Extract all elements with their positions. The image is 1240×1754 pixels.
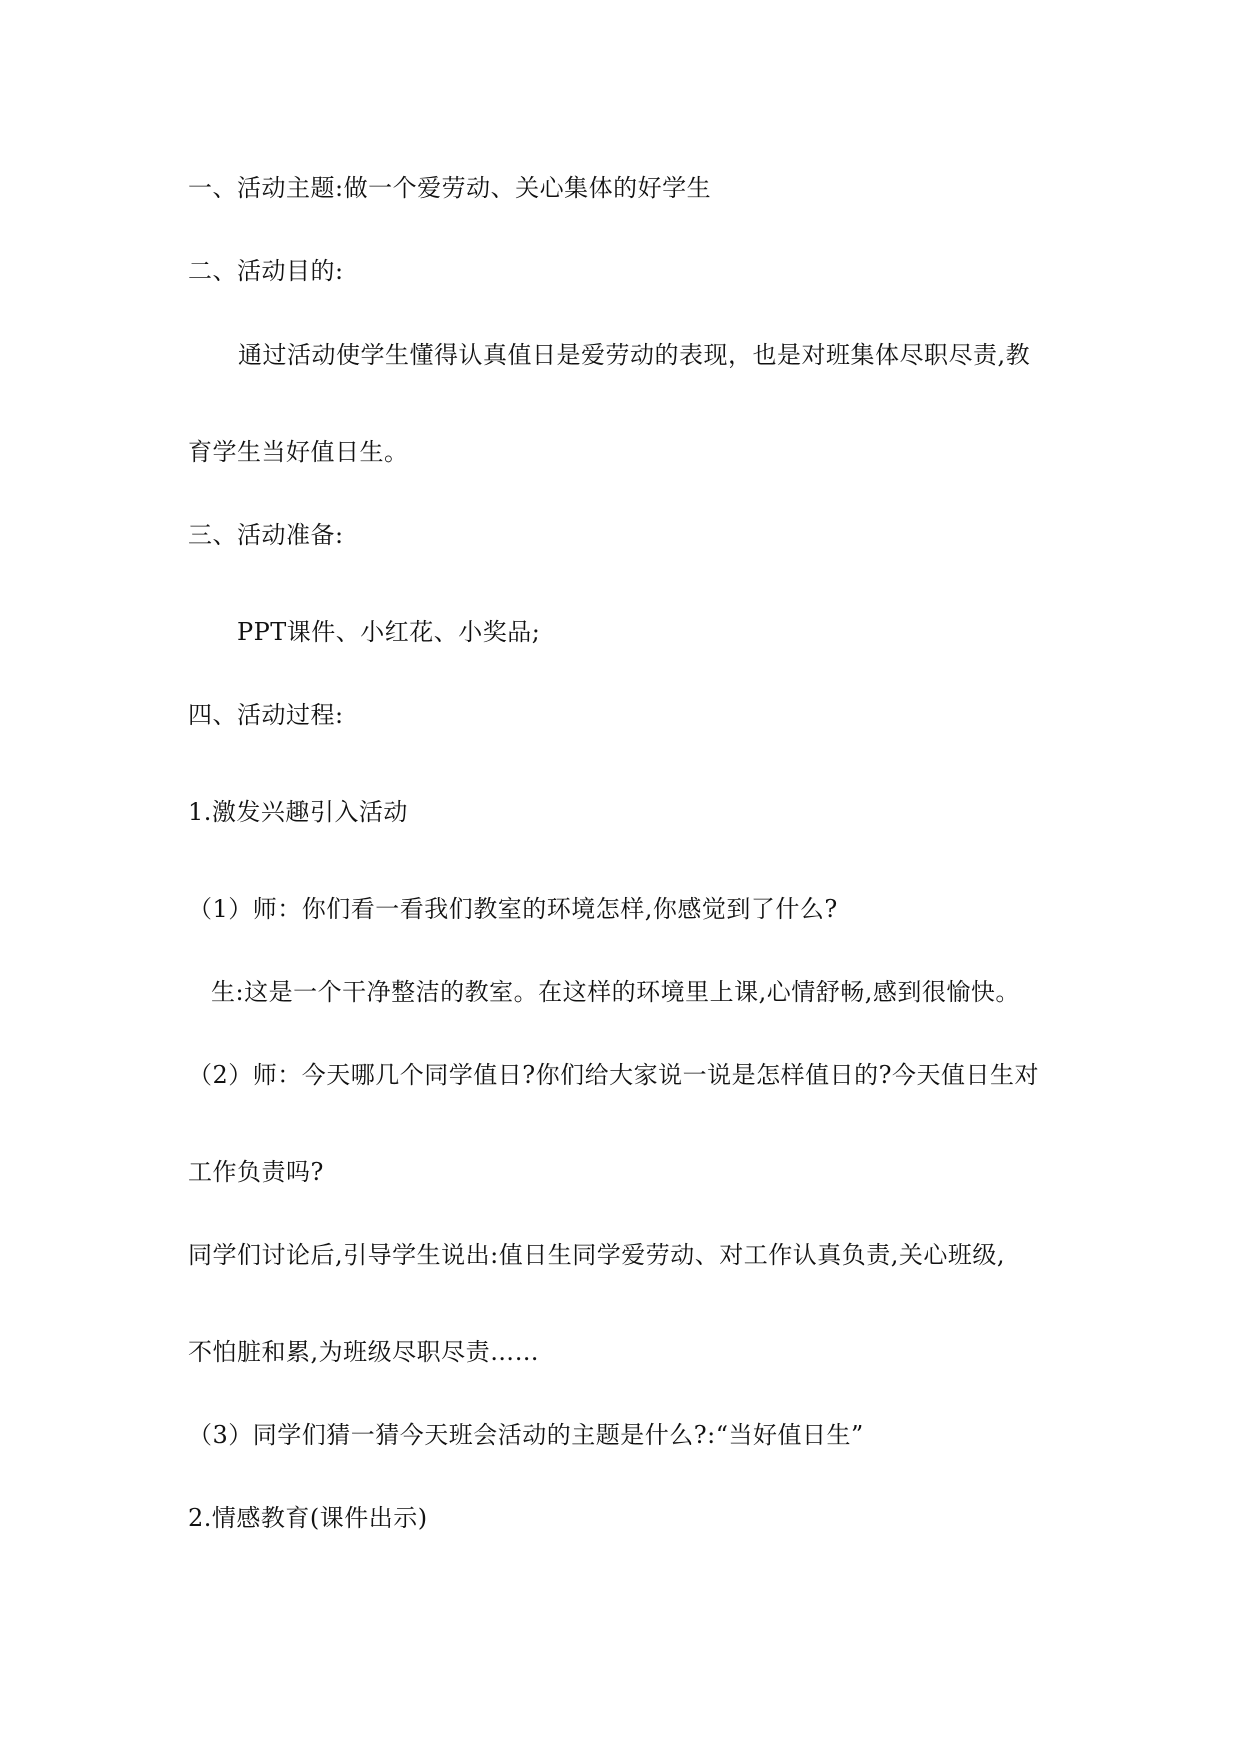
dialogue-teacher-3: （3）同学们猜一猜今天班会活动的主题是什么?:“当好值日生”: [188, 1421, 864, 1449]
section-heading-process: 四、活动过程:: [188, 701, 344, 729]
dialogue-teacher-1: （1）师：你们看一看我们教室的环境怎样,你感觉到了什么?: [188, 895, 838, 923]
paragraph-preparation: PPT课件、小红花、小奖品;: [237, 618, 541, 646]
subheading-step-2: 2.情感教育(课件出示): [188, 1504, 428, 1532]
paragraph-discussion-line-2: 不怕脏和累,为班级尽职尽责……: [188, 1338, 540, 1366]
section-heading-theme: 一、活动主题:做一个爱劳动、关心集体的好学生: [188, 174, 712, 202]
section-heading-purpose: 二、活动目的:: [188, 257, 344, 285]
dialogue-student-1: 生:这是一个干净整洁的教室。在这样的环境里上课,心情舒畅,感到很愉快。: [211, 978, 1020, 1006]
dialogue-teacher-2-line-2: 工作负责吗?: [188, 1158, 324, 1186]
paragraph-discussion-line-1: 同学们讨论后,引导学生说出:值日生同学爱劳动、对工作认真负责,关心班级,: [188, 1241, 1005, 1269]
paragraph-purpose-line-1: 通过活动使学生懂得认真值日是爱劳动的表现，也是对班集体尽职尽责,教: [238, 341, 1031, 369]
subheading-step-1: 1.激发兴趣引入活动: [188, 798, 408, 826]
dialogue-teacher-2-line-1: （2）师：今天哪几个同学值日?你们给大家说一说是怎样值日的?今天值日生对: [188, 1061, 1040, 1089]
section-heading-preparation: 三、活动准备:: [188, 521, 344, 549]
paragraph-purpose-line-2: 育学生当好值日生。: [188, 438, 409, 466]
